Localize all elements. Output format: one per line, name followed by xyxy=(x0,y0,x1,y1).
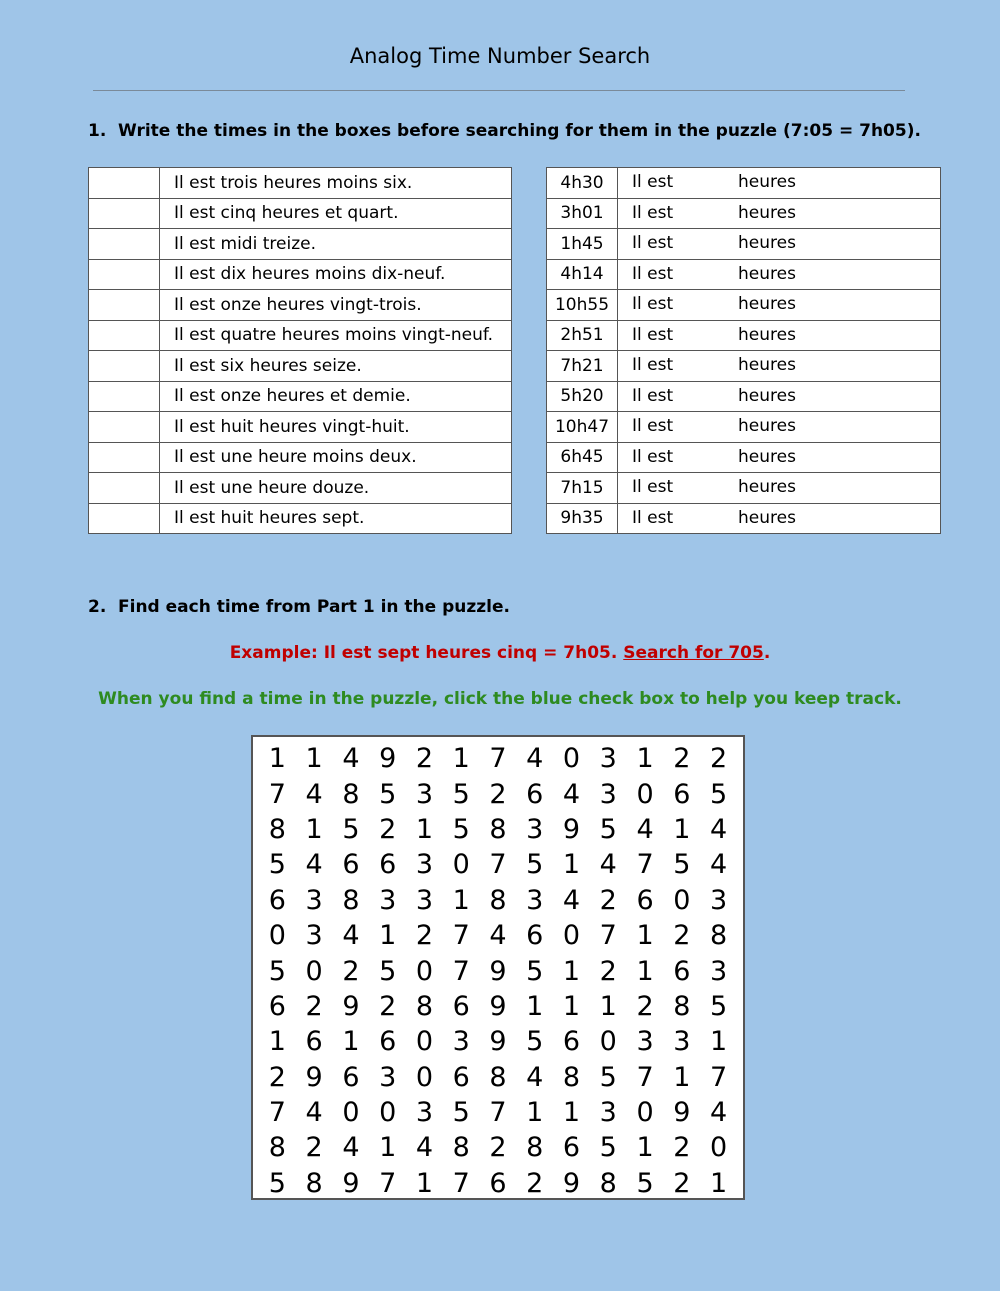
grid-digit: 1 xyxy=(526,990,544,1022)
grid-digit: 6 xyxy=(379,1026,397,1058)
grid-digit: 2 xyxy=(599,955,617,987)
grid-digit: 0 xyxy=(415,1026,434,1058)
il-est-label: Il est xyxy=(632,263,674,284)
time-code: 5h20 xyxy=(547,381,618,412)
phrase-row xyxy=(89,351,512,382)
time-code-row xyxy=(547,442,941,473)
grid-digit: 9 xyxy=(489,955,507,987)
grid-digit: 1 xyxy=(268,743,286,775)
answer-phrase-box[interactable] xyxy=(618,442,941,473)
time-code-row xyxy=(547,229,941,260)
heures-label: heures xyxy=(738,263,796,284)
grid-digit: 1 xyxy=(636,955,654,987)
grid-digit: 2 xyxy=(709,743,728,775)
grid-digit: 6 xyxy=(342,1061,360,1093)
answer-phrase-box[interactable] xyxy=(618,473,941,504)
grid-digit: 7 xyxy=(489,743,507,775)
heures-label: heures xyxy=(738,324,796,345)
part2-instruction xyxy=(88,597,510,617)
grid-digit: 3 xyxy=(415,1097,434,1129)
grid-digit: 1 xyxy=(709,1167,728,1199)
time-code: 10h47 xyxy=(547,412,618,443)
grid-digit: 6 xyxy=(489,1167,507,1199)
grid-digit: 5 xyxy=(452,778,470,810)
grid-digit: 1 xyxy=(526,1097,544,1129)
grid-digit: 3 xyxy=(599,778,617,810)
il-est-label: Il est xyxy=(632,202,674,223)
phrase-row xyxy=(89,259,512,290)
grid-digit: 8 xyxy=(709,920,728,952)
grid-digit: 1 xyxy=(562,990,581,1022)
part1-number: 1. xyxy=(88,121,107,141)
time-code-row xyxy=(547,320,941,351)
grid-digit: 2 xyxy=(305,1132,323,1164)
grid-digit: 3 xyxy=(379,1061,397,1093)
grid-digit: 9 xyxy=(489,1026,507,1058)
example-lead: Example: Il est sept heures cinq = 7h05. xyxy=(229,643,624,663)
grid-row xyxy=(259,1095,737,1130)
grid-digit: 5 xyxy=(636,1167,654,1199)
grid-digit: 9 xyxy=(379,743,397,775)
grid-digit: 5 xyxy=(709,990,728,1022)
grid-digit: 9 xyxy=(673,1097,691,1129)
heures-label: heures xyxy=(738,202,796,223)
time-code-row xyxy=(547,290,941,321)
grid-digit: 8 xyxy=(489,813,507,845)
grid-digit: 4 xyxy=(305,849,323,881)
time-code-table xyxy=(546,167,941,534)
phrase-text: Il est six heures seize. xyxy=(160,351,512,382)
grid-digit: 0 xyxy=(562,743,581,775)
grid-digit: 3 xyxy=(599,1097,617,1129)
phrase-text: Il est une heure douze. xyxy=(160,473,512,504)
grid-digit: 0 xyxy=(599,1026,617,1058)
time-code: 7h21 xyxy=(547,351,618,382)
time-code: 9h35 xyxy=(547,503,618,534)
grid-digit: 3 xyxy=(305,884,323,916)
phrase-text: Il est huit heures vingt-huit. xyxy=(160,412,512,443)
phrase-text: Il est cinq heures et quart. xyxy=(160,198,512,229)
answer-phrase-box[interactable] xyxy=(618,259,941,290)
tracking-tip: When you find a time in the puzzle, click the blue check box to help you keep track. xyxy=(98,689,902,709)
grid-digit: 4 xyxy=(342,743,360,775)
grid-digit: 7 xyxy=(636,1061,654,1093)
grid-digit: 6 xyxy=(526,920,544,952)
grid-digit: 2 xyxy=(268,1061,286,1093)
grid-digit: 0 xyxy=(673,884,691,916)
grid-digit: 6 xyxy=(526,778,544,810)
il-est-label: Il est xyxy=(632,385,674,406)
il-est-label: Il est xyxy=(632,477,674,497)
grid-digit: 6 xyxy=(342,849,360,881)
grid-row xyxy=(259,883,737,918)
grid-digit: 4 xyxy=(562,778,581,810)
grid-digit: 7 xyxy=(379,1167,397,1199)
grid-row xyxy=(259,953,737,988)
answer-box[interactable] xyxy=(89,473,160,504)
grid-digit: 4 xyxy=(305,778,323,810)
grid-digit: 2 xyxy=(342,955,360,987)
grid-digit: 1 xyxy=(599,990,617,1022)
answer-box[interactable] xyxy=(89,503,160,534)
grid-digit: 3 xyxy=(526,884,544,916)
answer-box[interactable] xyxy=(89,351,160,382)
grid-digit: 1 xyxy=(709,1026,728,1058)
answer-box[interactable] xyxy=(89,320,160,351)
phrase-row xyxy=(89,503,512,534)
grid-row xyxy=(259,1166,737,1201)
answer-box[interactable] xyxy=(89,198,160,229)
heures-label: heures xyxy=(738,294,796,314)
grid-digit: 3 xyxy=(379,884,397,916)
grid-digit: 8 xyxy=(268,813,286,845)
il-est-label: Il est xyxy=(632,172,674,192)
grid-digit: 1 xyxy=(673,1061,691,1093)
grid-digit: 1 xyxy=(379,920,397,952)
time-code-row xyxy=(547,381,941,412)
grid-digit: 5 xyxy=(342,813,360,845)
part1-instruction xyxy=(88,121,921,141)
grid-digit: 3 xyxy=(526,813,544,845)
grid-digit: 8 xyxy=(305,1167,323,1199)
answer-box[interactable] xyxy=(89,229,160,260)
grid-digit: 2 xyxy=(673,920,691,952)
grid-digit: 9 xyxy=(305,1061,323,1093)
grid-digit: 4 xyxy=(709,849,728,881)
grid-digit: 1 xyxy=(636,1132,654,1164)
grid-digit: 5 xyxy=(379,955,397,987)
grid-digit: 4 xyxy=(342,920,360,952)
grid-row xyxy=(259,1024,737,1059)
phrase-row xyxy=(89,381,512,412)
il-est-label: Il est xyxy=(632,294,674,314)
time-code: 10h55 xyxy=(547,290,618,321)
grid-digit: 1 xyxy=(268,1026,286,1058)
grid-digit: 4 xyxy=(562,884,581,916)
heures-label: heures xyxy=(738,416,796,436)
grid-digit: 6 xyxy=(636,884,654,916)
il-est-label: Il est xyxy=(632,233,674,253)
il-est-label: Il est xyxy=(632,446,674,467)
grid-digit: 8 xyxy=(526,1132,544,1164)
grid-digit: 9 xyxy=(342,990,360,1022)
answer-box[interactable] xyxy=(89,168,160,199)
grid-row xyxy=(259,918,737,953)
answer-box[interactable] xyxy=(89,442,160,473)
time-code-row xyxy=(547,351,941,382)
grid-digit: 2 xyxy=(599,884,617,916)
grid-digit: 3 xyxy=(415,884,434,916)
grid-digit: 7 xyxy=(268,1097,286,1129)
phrase-row xyxy=(89,168,512,199)
answer-phrase-box[interactable] xyxy=(618,351,941,382)
number-search-grid xyxy=(251,735,745,1200)
grid-row xyxy=(259,989,737,1024)
grid-digit: 0 xyxy=(452,849,470,881)
grid-digit: 2 xyxy=(636,990,654,1022)
grid-digit: 5 xyxy=(379,778,397,810)
il-est-label: Il est xyxy=(632,355,674,375)
answer-box[interactable] xyxy=(89,381,160,412)
part2-number: 2. xyxy=(88,597,107,617)
grid-digit: 0 xyxy=(636,778,654,810)
answer-phrase-box[interactable] xyxy=(618,229,941,260)
time-code: 4h14 xyxy=(547,259,618,290)
grid-digit: 1 xyxy=(562,849,581,881)
grid-digit: 8 xyxy=(342,884,360,916)
grid-digit: 2 xyxy=(673,1167,691,1199)
grid-digit: 9 xyxy=(489,990,507,1022)
grid-digit: 1 xyxy=(636,743,654,775)
time-code-row xyxy=(547,198,941,229)
phrase-text: Il est midi treize. xyxy=(160,229,512,260)
time-code: 4h30 xyxy=(547,168,618,199)
grid-digit: 3 xyxy=(636,1026,654,1058)
grid-digit: 7 xyxy=(452,955,470,987)
phrase-row xyxy=(89,412,512,443)
phrase-row xyxy=(89,229,512,260)
grid-row xyxy=(259,776,737,811)
answer-phrase-box[interactable] xyxy=(618,198,941,229)
time-code-row xyxy=(547,503,941,534)
answer-box[interactable] xyxy=(89,290,160,321)
grid-digit: 1 xyxy=(415,813,434,845)
phrase-row xyxy=(89,442,512,473)
il-est-label: Il est xyxy=(632,507,674,528)
part1-text: Write the times in the boxes before searching for them in the puzzle (7:05 = 7h05). xyxy=(118,121,921,141)
answer-phrase-box[interactable] xyxy=(618,412,941,443)
time-code-row xyxy=(547,473,941,504)
grid-digit: 5 xyxy=(599,1061,617,1093)
grid-digit: 1 xyxy=(305,743,323,775)
il-est-label: Il est xyxy=(632,324,674,345)
time-code: 6h45 xyxy=(547,442,618,473)
grid-digit: 1 xyxy=(673,813,691,845)
example-text xyxy=(0,643,1000,663)
grid-digit: 1 xyxy=(452,743,470,775)
time-code-row xyxy=(547,168,941,199)
grid-digit: 3 xyxy=(452,1026,470,1058)
grid-digit: 8 xyxy=(489,884,507,916)
time-code: 2h51 xyxy=(547,320,618,351)
time-code-row xyxy=(547,259,941,290)
phrase-text: Il est onze heures et demie. xyxy=(160,381,512,412)
grid-row xyxy=(259,741,737,776)
grid-digit: 4 xyxy=(709,813,728,845)
grid-digit: 4 xyxy=(599,849,617,881)
grid-digit: 3 xyxy=(709,955,728,987)
grid-digit: 5 xyxy=(709,778,728,810)
grid-digit: 6 xyxy=(305,1026,323,1058)
heures-label: heures xyxy=(738,355,796,375)
grid-digit: 1 xyxy=(452,884,470,916)
grid-digit: 7 xyxy=(268,778,286,810)
time-code: 3h01 xyxy=(547,198,618,229)
page-title: Analog Time Number Search xyxy=(349,44,651,68)
grid-digit: 2 xyxy=(489,778,507,810)
grid-digit: 1 xyxy=(342,1026,360,1058)
grid-row xyxy=(259,1060,737,1095)
phrase-row xyxy=(89,290,512,321)
grid-digit: 3 xyxy=(709,884,728,916)
grid-digit: 0 xyxy=(379,1097,397,1129)
heures-label: heures xyxy=(738,477,796,497)
grid-digit: 4 xyxy=(305,1097,323,1129)
part2-text: Find each time from Part 1 in the puzzle. xyxy=(118,597,510,617)
grid-digit: 0 xyxy=(342,1097,360,1129)
grid-row xyxy=(259,812,737,847)
answer-phrase-box[interactable] xyxy=(618,290,941,321)
grid-digit: 3 xyxy=(415,849,434,881)
answer-phrase-box[interactable] xyxy=(618,381,941,412)
grid-digit: 3 xyxy=(599,743,617,775)
grid-digit: 2 xyxy=(489,1132,507,1164)
heures-label: heures xyxy=(738,172,796,192)
grid-digit: 8 xyxy=(268,1132,286,1164)
grid-digit: 1 xyxy=(562,1097,581,1129)
grid-digit: 5 xyxy=(452,813,470,845)
grid-digit: 5 xyxy=(526,955,544,987)
phrase-text: Il est une heure moins deux. xyxy=(160,442,512,473)
grid-digit: 3 xyxy=(305,920,323,952)
grid-digit: 0 xyxy=(268,920,286,952)
grid-digit: 2 xyxy=(673,743,691,775)
grid-digit: 6 xyxy=(452,990,470,1022)
grid-row xyxy=(259,847,737,882)
grid-digit: 6 xyxy=(268,990,286,1022)
grid-digit: 5 xyxy=(599,813,617,845)
grid-digit: 7 xyxy=(709,1061,728,1093)
grid-digit: 4 xyxy=(636,813,654,845)
divider xyxy=(93,90,905,91)
grid-digit: 4 xyxy=(342,1132,360,1164)
grid-digit: 0 xyxy=(636,1097,654,1129)
grid-digit: 0 xyxy=(562,920,581,952)
grid-digit: 5 xyxy=(268,955,286,987)
grid-digit: 3 xyxy=(673,1026,691,1058)
phrase-text: Il est quatre heures moins vingt-neuf. xyxy=(160,320,512,351)
grid-digit: 5 xyxy=(452,1097,470,1129)
grid-digit: 5 xyxy=(599,1132,617,1164)
grid-digit: 2 xyxy=(415,920,434,952)
grid-digit: 8 xyxy=(673,990,691,1022)
grid-digit: 6 xyxy=(379,849,397,881)
grid-digit: 8 xyxy=(599,1167,617,1199)
grid-digit: 4 xyxy=(526,743,544,775)
grid-digit: 1 xyxy=(305,813,323,845)
grid-digit: 7 xyxy=(452,1167,470,1199)
answer-phrase-box[interactable] xyxy=(618,320,941,351)
grid-digit: 2 xyxy=(526,1167,544,1199)
grid-digit: 1 xyxy=(562,955,581,987)
grid-digit: 9 xyxy=(342,1167,360,1199)
grid-digit: 5 xyxy=(526,849,544,881)
answer-phrase-box[interactable] xyxy=(618,168,941,199)
grid-digit: 8 xyxy=(342,778,360,810)
grid-digit: 6 xyxy=(268,884,286,916)
example-end: . xyxy=(763,643,771,663)
time-code-row xyxy=(547,412,941,443)
grid-digit: 0 xyxy=(415,1061,434,1093)
grid-digit: 2 xyxy=(415,743,434,775)
heures-label: heures xyxy=(738,446,796,467)
grid-digit: 9 xyxy=(562,1167,581,1199)
grid-digit: 9 xyxy=(562,813,581,845)
example-search-link: Search for 705 xyxy=(623,643,764,663)
grid-digit: 6 xyxy=(452,1061,470,1093)
grid-digit: 0 xyxy=(709,1132,728,1164)
answer-box[interactable] xyxy=(89,259,160,290)
phrase-row xyxy=(89,320,512,351)
phrase-table xyxy=(88,167,512,534)
grid-digit: 4 xyxy=(489,920,507,952)
heures-label: heures xyxy=(738,385,796,406)
grid-digit: 7 xyxy=(599,920,617,952)
grid-digit: 7 xyxy=(636,849,654,881)
grid-digit: 8 xyxy=(415,990,434,1022)
phrase-text: Il est onze heures vingt-trois. xyxy=(160,290,512,321)
time-code: 1h45 xyxy=(547,229,618,260)
phrase-text: Il est trois heures moins six. xyxy=(160,168,512,199)
grid-digit: 5 xyxy=(268,1167,286,1199)
grid-digit: 3 xyxy=(415,778,434,810)
grid-digit: 8 xyxy=(562,1061,581,1093)
grid-digit: 7 xyxy=(489,849,507,881)
answer-box[interactable] xyxy=(89,412,160,443)
grid-digit: 8 xyxy=(489,1061,507,1093)
grid-digit: 2 xyxy=(379,813,397,845)
phrase-text: Il est huit heures sept. xyxy=(160,503,512,534)
grid-digit: 5 xyxy=(268,849,286,881)
grid-digit: 0 xyxy=(415,955,434,987)
grid-digit: 1 xyxy=(636,920,654,952)
time-code: 7h15 xyxy=(547,473,618,504)
grid-digit: 4 xyxy=(526,1061,544,1093)
grid-digit: 6 xyxy=(673,778,691,810)
grid-row xyxy=(259,1130,737,1165)
grid-digit: 2 xyxy=(673,1132,691,1164)
grid-digit: 6 xyxy=(562,1132,581,1164)
heures-label: heures xyxy=(738,507,796,528)
answer-phrase-box[interactable] xyxy=(618,503,941,534)
grid-digit: 2 xyxy=(305,990,323,1022)
grid-digit: 4 xyxy=(415,1132,434,1164)
phrase-row xyxy=(89,198,512,229)
heures-label: heures xyxy=(738,233,796,253)
grid-digit: 7 xyxy=(452,920,470,952)
grid-digit: 0 xyxy=(305,955,323,987)
grid-digit: 5 xyxy=(673,849,691,881)
il-est-label: Il est xyxy=(632,416,674,436)
phrase-text: Il est dix heures moins dix-neuf. xyxy=(160,259,512,290)
grid-digit: 6 xyxy=(673,955,691,987)
grid-digit: 6 xyxy=(562,1026,581,1058)
grid-digit: 1 xyxy=(415,1167,434,1199)
grid-digit: 2 xyxy=(379,990,397,1022)
grid-digit: 1 xyxy=(379,1132,397,1164)
grid-digit: 4 xyxy=(709,1097,728,1129)
phrase-row xyxy=(89,473,512,504)
grid-digit: 7 xyxy=(489,1097,507,1129)
grid-digit: 8 xyxy=(452,1132,470,1164)
grid-digit: 5 xyxy=(526,1026,544,1058)
